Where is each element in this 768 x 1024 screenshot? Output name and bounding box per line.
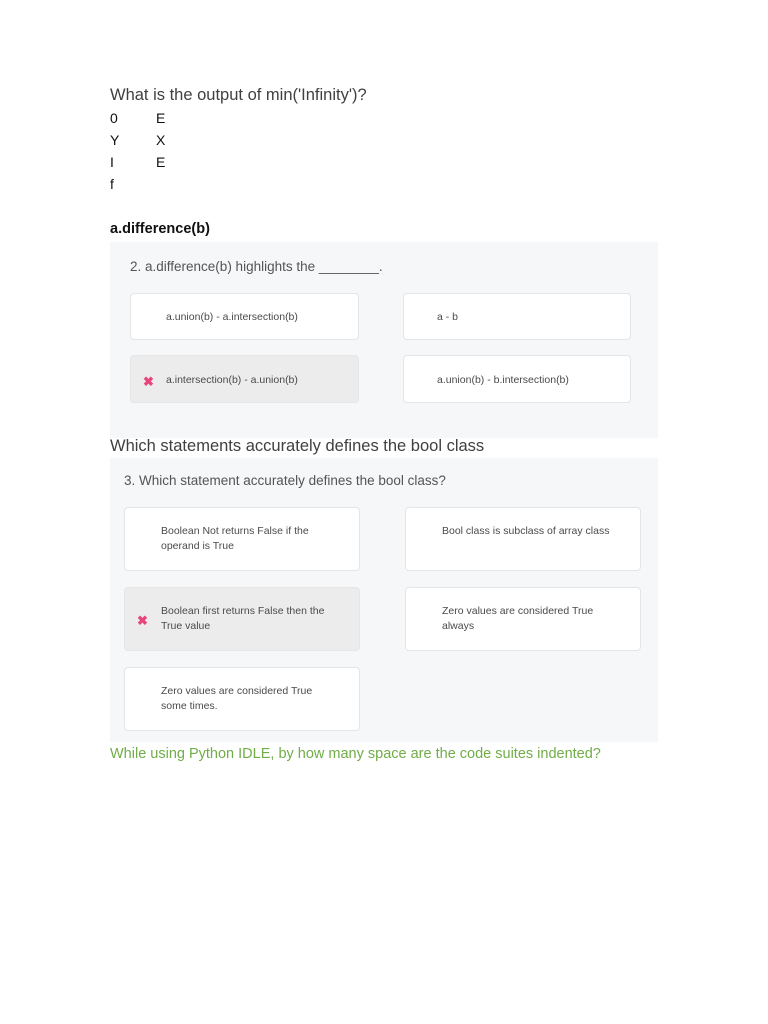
option-text: a - b xyxy=(437,311,459,323)
option-text: Zero values are considered True some times. xyxy=(161,685,313,712)
question-3-heading: Which statements accurately defines the bool class xyxy=(110,437,485,455)
option-text: Bool class is subclass of array class xyxy=(442,525,610,537)
option-text: a.intersection(b) - a.union(b) xyxy=(166,374,298,386)
option-card[interactable] xyxy=(130,293,359,340)
option-card[interactable] xyxy=(403,293,631,340)
wrong-mark-icon: ✖ xyxy=(143,374,154,389)
option-text: Boolean Not returns False if the operand is True xyxy=(161,525,309,552)
option-text: a.union(b) - a.intersection(b) xyxy=(166,311,298,323)
question-4-text: While using Python IDLE, by how many space are the code suites indented? xyxy=(110,746,601,762)
grid-cell-right: E xyxy=(156,110,166,126)
option-text: Zero values are considered True always xyxy=(442,605,594,632)
quiz-panel-question-3 xyxy=(110,458,658,742)
option-card[interactable] xyxy=(403,355,631,403)
grid-cell-left: I xyxy=(110,154,114,170)
question-2-prompt: 2. a.difference(b) highlights the ________. xyxy=(130,259,383,274)
option-card-selected[interactable] xyxy=(130,355,359,403)
question-3-prompt: 3. Which statement accurately defines the bool class? xyxy=(124,473,446,488)
option-card[interactable] xyxy=(405,587,641,651)
option-card[interactable] xyxy=(405,507,641,571)
question-2-label: a.difference(b) xyxy=(110,221,210,237)
grid-cell-left: f xyxy=(110,176,114,192)
option-card[interactable] xyxy=(124,507,360,571)
grid-cell-right: E xyxy=(156,154,166,170)
option-card-selected[interactable] xyxy=(124,587,360,651)
grid-cell-left: 0 xyxy=(110,110,118,126)
option-text: Boolean first returns False then the True value xyxy=(161,605,325,632)
grid-cell-left: Y xyxy=(110,132,120,148)
question-1-title: What is the output of min('Infinity')? xyxy=(110,86,367,104)
option-card[interactable] xyxy=(124,667,360,731)
wrong-mark-icon: ✖ xyxy=(137,613,148,628)
option-text: a.union(b) - b.intersection(b) xyxy=(437,374,569,386)
quiz-panel-question-2 xyxy=(110,242,658,438)
grid-cell-right: X xyxy=(156,132,166,148)
